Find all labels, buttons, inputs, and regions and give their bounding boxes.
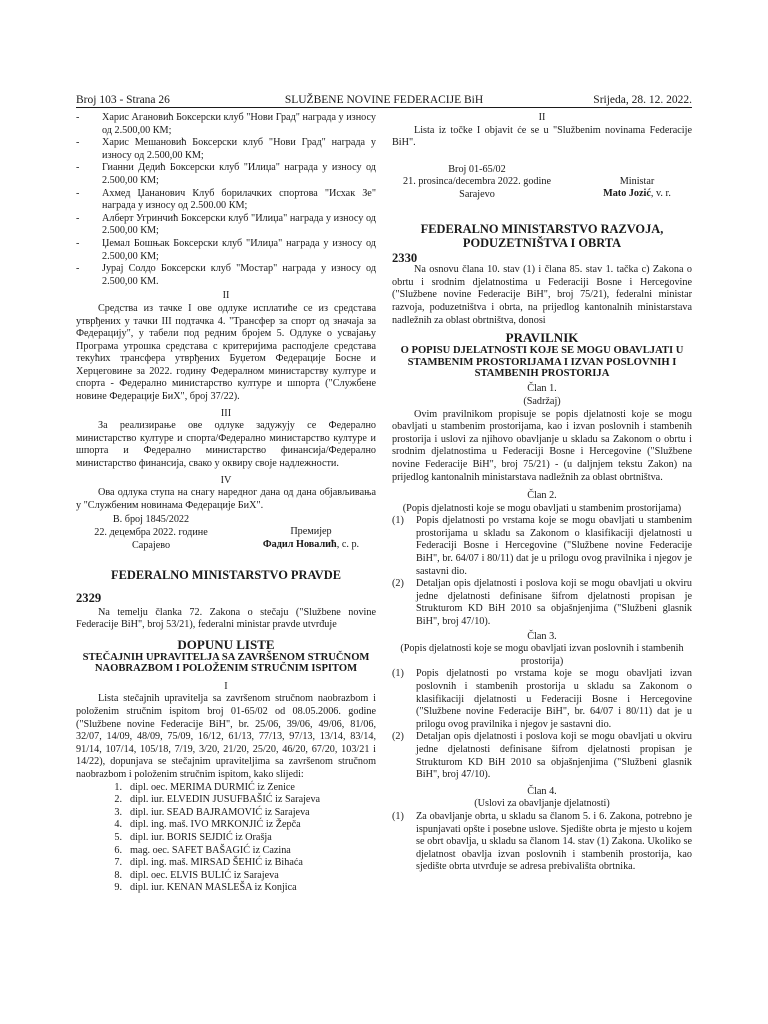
award-item [76, 112, 376, 137]
item-number: (1) [392, 810, 404, 822]
award-list [76, 112, 376, 288]
list-text: dipl. oec. ELVIS BULIĆ iz Sarajeva [130, 869, 279, 881]
item-text: Detaljan opis djelatnosti i poslova koji se mogu obavljati u okviru jedne djelatnosti definisane šifrom djelatnosti propisan je Strukturom KD BiH 2010 sa objašnjenjima ("Službeni glasnik BiH", broj 47/10). [416, 578, 692, 628]
header-rule [76, 107, 692, 108]
signer-title: Премијер [290, 526, 332, 538]
section-text: Ова одлука ступа на снагу наредног дана од дана објављивања у "Службеним новинама Федерације БиХ". [76, 487, 376, 511]
article-item [392, 578, 692, 628]
section-heading: II [222, 290, 230, 302]
award-text: Харис Агановић Боксерски клуб "Нови Град" награда у износу од 2.500,00 КМ; [102, 112, 376, 136]
item-text: Popis djelatnosti po vrstama koje se mogu obavljati u stambenim prostorijama u skladu sa Zakonom o klasifikaciji djelatnosti u Federaciji Bosne i Hercegovine ("Službene novine Federacije BiH", br. 64/07 i 80/11) dat je u prilogu ovog pravilnika i njegov je sastavni dio. [416, 515, 692, 577]
decision-date: 21. prosinca/decembra 2022. godine [403, 176, 551, 188]
section-text: За реализирање ове одлуке задужују се Федерално министарство културе и спорта/Федерално министарство културе и шпорта и Федерално министарство финансија/Федерално министарство финансија, свако у оквиру своје надлежности. [76, 420, 376, 470]
list-item [76, 845, 376, 858]
list-number: 5. [114, 831, 122, 843]
award-text: Ахмед Џананович Клуб борилачких спортова "Исхак Зе" награда у износу од 2.500.00 КМ; [102, 187, 376, 212]
signature-block [392, 164, 692, 202]
award-text: Харис Мешановић Боксерски клуб "Нови Град" награда у износу од 2.500,00 КМ; [102, 137, 376, 161]
article-heading: (Sadržaj) [523, 395, 561, 407]
issue-number: Broj 103 - Strana 26 [76, 94, 170, 106]
decision-number: Broj 01-65/02 [448, 163, 506, 175]
list-number: 2. [114, 794, 122, 806]
list-text: dipl. iur. KENAN MASLEŠA iz Konjica [130, 882, 297, 894]
list-text: dipl. iur. SEAD BAJRAMOVIĆ iz Sarajeva [130, 806, 310, 818]
section-heading: I [224, 680, 228, 692]
section-heading: II [538, 112, 546, 123]
signer-name-suffix: , v. r. [650, 188, 671, 200]
list-item [76, 857, 376, 870]
document-number: 2329 [76, 591, 102, 606]
list-number: 9. [114, 882, 122, 894]
article-label: Član 1. [527, 383, 557, 395]
decision-place: Сарајево [131, 539, 171, 551]
signer-name: Фадил Новалић [262, 539, 337, 550]
item-text: Detaljan opis djelatnosti i poslova koji se mogu obavljati u okviru jedne djelatnosti definisane šifrom djelatnosti propisan je Strukturom KD BiH 2010 sa objašnjenjima ("Službeni glasnik BiH", broj 47/10). [416, 731, 692, 781]
item-number: (2) [392, 578, 404, 590]
decision-number: В. број 1845/2022 [112, 514, 190, 526]
article-label: Član 2. [527, 490, 557, 502]
signer-name: Mato Jozić [603, 188, 651, 200]
list-text: dipl. iur. ELVEDIN JUSUFBAŠIĆ iz Sarajeva [130, 794, 321, 806]
list-text: dipl. oec. MERIMA DURMIĆ iz Zenice [130, 781, 295, 793]
signer-name-line [246, 539, 376, 552]
trustee-list [76, 782, 376, 895]
signature-right [246, 514, 376, 552]
article-heading: (Popis djelatnosti koje se mogu obavljati izvan poslovnih i stambenih prostorija) [400, 643, 684, 667]
intro-text: Na temelju članka 72. Zakona o stečaju ("Službene novine Federacije BiH", broj 53/21), federalni ministar pravde utvrđuje [76, 606, 376, 631]
list-item [76, 794, 376, 807]
signer-title: Ministar [619, 175, 655, 187]
list-number: 4. [114, 819, 122, 831]
bullet-dash: - [76, 263, 80, 275]
signature-left [392, 164, 562, 202]
item-text: Za obavljanje obrta, u skladu sa članom 5. i 6. Zakona, potrebno je ispunjavati opšte i posebne uslove. Sjedište obrta je mjesto u kojem se obrt obavlja, u skladu sa članom 14. stav (1) Zakona. Ukoliko se djelatnost obavlja izvan poslovnih i stambenih prostorija, kao sjedište obrta utvrđuje se adresa prebivališta obrtnika. [416, 810, 692, 873]
list-item [76, 832, 376, 845]
section-heading: III [220, 407, 232, 419]
list-number: 8. [114, 869, 122, 881]
article-item [392, 731, 692, 781]
document-number: 2330 [392, 250, 418, 265]
award-item [76, 137, 376, 162]
ministry-heading: FEDERALNO MINISTARSTVO RAZVOJA, PODUZETNIŠTVA I OBRTA [420, 221, 664, 250]
award-item [76, 263, 376, 288]
document-title: DOPUNU LISTE [177, 636, 275, 652]
decision-place: Sarajevo [459, 188, 495, 200]
bullet-dash: - [76, 137, 80, 149]
document-subtitle: O POPISU DJELATNOSTI KOJE SE MOGU OBAVLJATI U STAMBENIM PROSTORIJAMA I IZVAN POSLOVNIH I STAMBENIH PROSTORIJA [400, 345, 684, 379]
article-items [392, 811, 692, 874]
list-item [76, 819, 376, 832]
right-column [392, 112, 692, 874]
list-text: mag. oec. SAFET BAŠAGIĆ iz Cazina [130, 844, 291, 856]
bullet-dash: - [76, 187, 80, 199]
article-heading: (Uslovi za obavljanje djelatnosti) [474, 798, 610, 810]
page-header [76, 94, 692, 108]
list-number: 3. [114, 806, 122, 818]
item-number: (2) [392, 731, 404, 743]
article-item [392, 668, 692, 731]
intro-text: Na osnovu člana 10. stav (1) i člana 85. stav 1. tačka c) Zakona o obrtu i srodnim djelatnostima u Federaciji Bosne i Hercegovine ("Službene novine Federacije BiH", broj 75/21), federalni ministar razvoja, poduzetništva i obrta, na prijedlog kantonalnih ministarstava nadležnih za oblast obrtništva, donosi [392, 264, 692, 326]
list-item [76, 807, 376, 820]
bullet-dash: - [76, 112, 80, 123]
document-title: PRAVILNIK [505, 330, 579, 346]
list-text: dipl. iur. BORIS SEJDIĆ iz Orašja [130, 831, 272, 843]
article-item [392, 811, 692, 874]
section-text: Средства из тачке I ове одлуке исплатиће се из средстава утврђених у тачки III подтачка 4. "Трансфер за спорт од значаја за Федерацију", у табели под редним бројем 5. Одлуке о усвајању Програма утрошка средстава с критеријима расподјеле средстава текућих трансфера утврђених Буџетом Федерације Босне и Херцеговине за 2022. годину Федералном министарству културе и спорта - Федерално министарство културе и шпорта ("Службене новине Федерације БиХ", број 37/22). [76, 302, 376, 403]
award-item [76, 188, 376, 213]
bullet-dash: - [76, 212, 80, 224]
list-item [76, 882, 376, 895]
item-number: (1) [392, 668, 404, 680]
article-heading: (Popis djelatnosti koje se mogu obavljati u stambenim prostorijama) [402, 502, 682, 514]
award-text: Јурај Солдо Боксерски клуб "Мостар" награда у износу од 2.500,00 КМ. [102, 263, 376, 287]
ministry-heading: FEDERALNO MINISTARSTVO PRAVDE [111, 568, 341, 583]
list-item [76, 782, 376, 795]
issue-date: Srijeda, 28. 12. 2022. [593, 94, 692, 106]
award-text: Алберт Угринчић Боксерски клуб "Илиџа" награда у износу од 2.500,00 КМ; [102, 212, 376, 237]
signer-name-line [582, 188, 692, 201]
award-item [76, 213, 376, 238]
item-number: (1) [392, 515, 404, 527]
award-text: Џемал Бошњак Боксерски клуб "Илиџа" награда у износу од 2.500,00 КМ; [102, 237, 376, 262]
article-label: Član 3. [527, 630, 557, 642]
award-item [76, 162, 376, 187]
article-text: Ovim pravilnikom propisuje se popis djelatnosti koje se mogu obavljati u stambenim prostorijama, kao i izvan poslovnih i stambenih prostorija i uslovi za njihovo obavljanje u skladu sa Zakonom o obrtu i srodnim djelatnostima u Federaciji Bosne i Hercegovine ("Službene novine Federacije BiH", broj 75/21) - (u daljnjem tekstu Zakon) na prijedlog kantonalnih ministarstava nadležnih za oblast obrtništva. [392, 408, 692, 483]
document-subtitle: STEČAJNIH UPRAVITELJA SA ZAVRŠENOM STRUČNOM NAOBRAZBOM I POLOŽENIM STRUČNIM ISPITOM [82, 651, 370, 675]
bullet-dash: - [76, 162, 80, 174]
list-number: 1. [114, 781, 122, 793]
section-text: Lista stečajnih upravitelja sa završenom stručnom naobrazbom i položenim stručnim ispitom broj 01-65/02 od 08.05.2006. godine ("Službene novine Federacije BiH", br. 25/06, 39/06, 49/06, 81/06, 32/07, 14/09, 48/09, 75/09, 16/12, 61/13, 77/13, 97/13, 13/14, 83/14, 91/14, 107/14, 105/18, 7/19, 3/20, 21/20, 25/20, 46/20, 67/20, 103/21 i 14/22), dopunjava se stečajnim upraviteljima sa završenom stručnom naobrazbom i položenim stručnim ispitom, kako slijedi: [76, 693, 376, 780]
award-text: Гианни Дедић Боксерски клуб "Илиџа" награда у износу од 2.500,00 КМ; [102, 162, 376, 186]
signature-block [76, 514, 376, 552]
bullet-dash: - [76, 237, 80, 249]
article-items [392, 515, 692, 628]
gazette-title: SLUŽBENE NOVINE FEDERACIJE BiH [284, 94, 484, 106]
signer-name-suffix: , с. р. [336, 539, 360, 550]
decision-date: 22. децембра 2022. године [94, 527, 208, 538]
list-number: 6. [114, 844, 122, 856]
signature-right [582, 164, 692, 202]
item-text: Popis djelatnosti po vrstama koje se mogu obavljati izvan poslovnih i stambenih prostorija u skladu sa Zakonom o klasifikaciji djelatnosti u Federaciji Bosne i Hercegovine ("Službene novine Federacije BiH", br. 64/07 i 80/11) dat je u prilogu ovog pravilnika i njegov je sastavni dio. [416, 668, 692, 730]
section-heading: IV [220, 474, 232, 486]
list-text: dipl. ing. maš. MIRSAD ŠEHIĆ iz Bihaća [130, 857, 303, 869]
article-items [392, 668, 692, 781]
section-text: Lista iz točke I objavit će se u "Službenim novinama Federacije BiH". [392, 124, 692, 149]
left-column [76, 112, 376, 895]
award-item [76, 238, 376, 263]
list-item [76, 870, 376, 883]
list-text: dipl. ing. maš. IVO MRKONJIĆ iz Žepča [130, 819, 301, 831]
signature-left [76, 514, 226, 552]
article-label: Član 4. [527, 785, 557, 797]
list-number: 7. [114, 857, 122, 869]
article-item [392, 515, 692, 578]
